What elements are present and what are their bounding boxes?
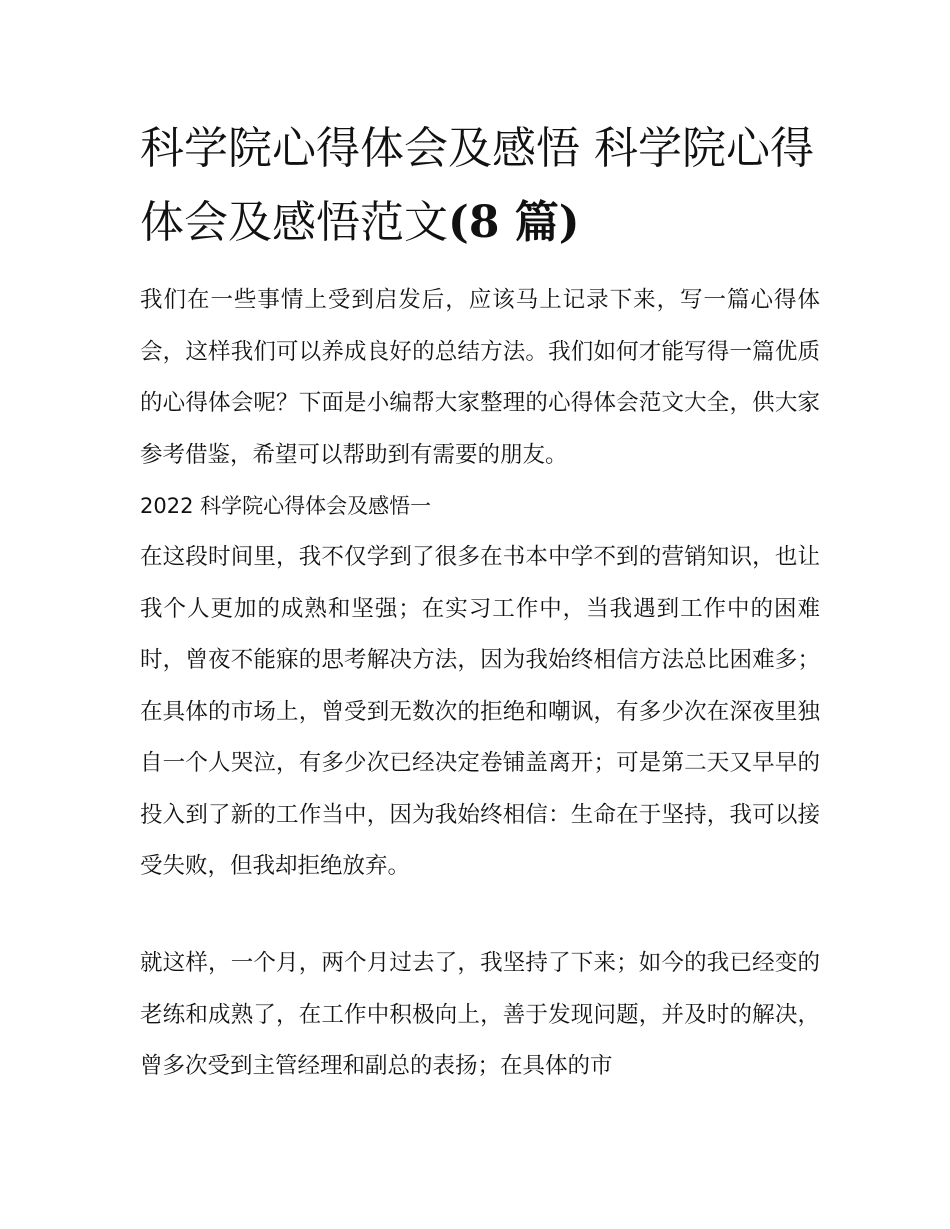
title-main: 科学院心得体会及感悟 科学院心得体会及感悟范文 <box>140 123 814 248</box>
document-title <box>140 112 830 260</box>
intro-paragraph: 我们在一些事情上受到启发后，应该马上记录下来，写一篇心得体会，这样我们可以养成良好的总结方法。我们如何才能写得一篇优质的心得体会呢？下面是小编帮大家整理的心得体会范文大全，供大家参考借鉴，希望可以帮助到有需要的朋友。 <box>140 287 820 468</box>
body-paragraph-2: 就这样，一个月，两个月过去了，我坚持了下来；如今的我已经变的老练和成熟了，在工作中积极向上，善于发现问题，并及时的解决，曾多次受到主管经理和副总的表扬；在具体的市 <box>140 950 820 1079</box>
body-paragraph-1: 在这段时间里，我不仅学到了很多在书本中学不到的营销知识，也让我个人更加的成熟和坚强；在实习工作中，当我遇到工作中的困难时，曾夜不能寐的思考解决方法，因为我始终相信方法总比困难多；在具体的市场上，曾受到无数次的拒绝和嘲讽，有多少次在深夜里独自一个人哭泣，有多少次已经决定卷铺盖离开；可是第二天又早早的投入到了新的工作当中，因为我始终相信：生命在于坚持，我可以接受失败，但我却拒绝放弃。 <box>140 544 820 879</box>
title-count: (8 篇) <box>448 197 580 248</box>
section-heading: 2022 科学院心得体会及感悟一 <box>140 494 432 518</box>
